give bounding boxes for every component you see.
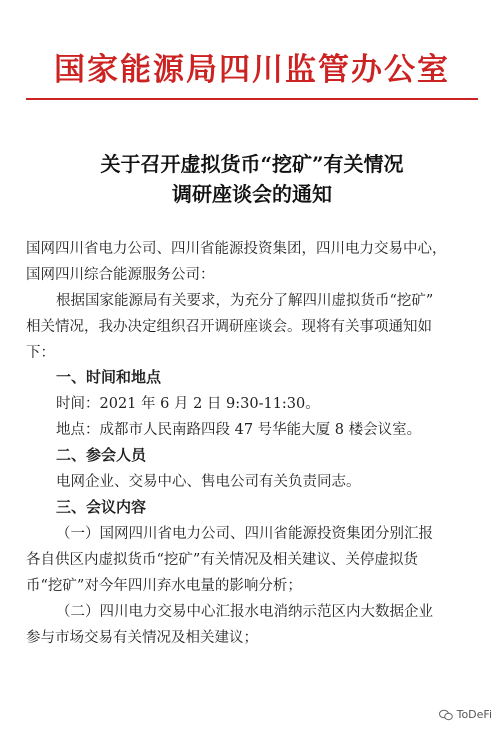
section3-heading: 三、会议内容 — [56, 498, 147, 516]
intro-line1: 根据国家能源局有关要求，为充分了解四川虚拟货币“挖矿” — [56, 293, 434, 309]
wechat-icon — [439, 709, 453, 721]
org-header: 国家能源局四川监管办公室 — [54, 52, 450, 88]
item1-line3: 币“挖矿”对今年四川弃水电量的影响分析； — [26, 578, 302, 594]
header-divider — [26, 98, 478, 100]
watermark — [439, 708, 492, 721]
intro-line3: 下： — [26, 345, 55, 361]
time-line: 时间：2021 年 6 月 2 日 9:30-11:30。 — [56, 396, 320, 412]
place-line: 地点：成都市人民南路四段 47 号华能大厦 8 楼会议室。 — [56, 422, 422, 438]
recipients-line2: 国网四川综合能源服务公司： — [26, 267, 215, 283]
document-title-line2: 调研座谈会的通知 — [172, 182, 332, 206]
watermark-label: ToDeFi — [456, 708, 492, 721]
item2-line2: 参与市场交易有关情况及相关建议； — [26, 630, 258, 646]
item2-line1: （二）四川电力交易中心汇报水电消纳示范区内大数据企业 — [56, 604, 433, 620]
attendees-line: 电网企业、交易中心、售电公司有关负责同志。 — [56, 474, 361, 490]
section2-heading: 二、参会人员 — [56, 446, 147, 464]
section1-heading: 一、时间和地点 — [56, 368, 162, 386]
document-title-line1: 关于召开虚拟货币“挖矿”有关情况 — [100, 152, 404, 176]
item1-line1: （一）国网四川省电力公司、四川省能源投资集团分别汇报 — [56, 526, 433, 542]
item1-line2: 各自供区内虚拟货币“挖矿”有关情况及相关建议、关停虚拟货 — [26, 552, 418, 568]
intro-line2: 相关情况，我办决定组织召开调研座谈会。现将有关事项通知如 — [26, 319, 432, 335]
recipients-line1: 国网四川省电力公司、四川省能源投资集团，四川电力交易中心， — [26, 241, 447, 257]
